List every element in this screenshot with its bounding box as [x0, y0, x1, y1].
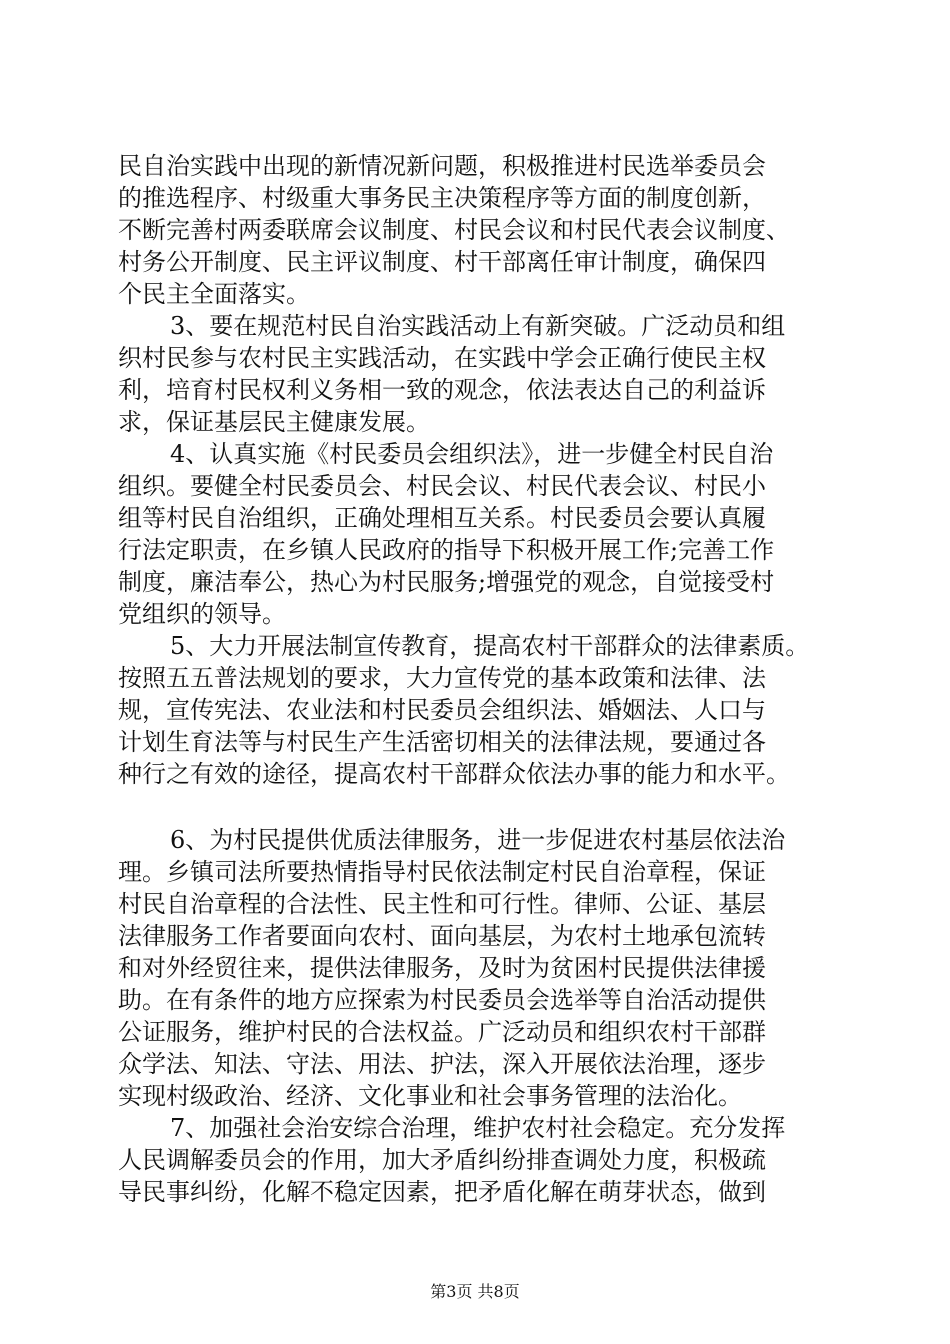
text-line: 组等村民自治组织，正确处理相互关系。村民委员会要认真履	[118, 504, 766, 532]
text-line: 民自治实践中出现的新情况新问题，积极推进村民选举委员会	[118, 152, 766, 180]
paragraph	[118, 438, 848, 630]
text-line: 5、大力开展法制宣传教育，提高农村干部群众的法律素质。	[170, 632, 810, 660]
text-line: 实现村级政治、经济、文化事业和社会事务管理的法治化。	[118, 1082, 742, 1110]
text-line: 种行之有效的途径，提高农村干部群众依法办事的能力和水平。	[118, 760, 790, 788]
text-line: 个民主全面落实。	[118, 280, 310, 308]
text-line: 的推选程序、村级重大事务民主决策程序等方面的制度创新，	[118, 184, 766, 212]
paragraph	[118, 630, 848, 790]
paragraph-gap	[118, 790, 848, 824]
text-line: 3、要在规范村民自治实践活动上有新突破。广泛动员和组	[170, 312, 786, 340]
text-line: 理。乡镇司法所要热情指导村民依法制定村民自治章程，保证	[118, 858, 766, 886]
text-line: 助。在有条件的地方应探索为村民委员会选举等自治活动提供	[118, 986, 766, 1014]
text-line: 导民事纠纷，化解不稳定因素，把矛盾化解在萌芽状态，做到	[118, 1178, 766, 1206]
paragraph	[118, 824, 848, 1112]
text-line: 组织。要健全村民委员会、村民会议、村民代表会议、村民小	[118, 472, 766, 500]
text-line: 人民调解委员会的作用，加大矛盾纠纷排查调处力度，积极疏	[118, 1146, 766, 1174]
text-line: 6、为村民提供优质法律服务，进一步促进农村基层依法治	[170, 826, 786, 854]
text-line: 规，宣传宪法、农业法和村民委员会组织法、婚姻法、人口与	[118, 696, 766, 724]
text-line: 织村民参与农村民主实践活动，在实践中学会正确行使民主权	[118, 344, 766, 372]
text-line: 和对外经贸往来，提供法律服务，及时为贫困村民提供法律援	[118, 954, 766, 982]
text-line: 求，保证基层民主健康发展。	[118, 408, 430, 436]
text-line: 4、认真实施《村民委员会组织法》，进一步健全村民自治	[170, 440, 774, 468]
text-line: 按照五五普法规划的要求，大力宣传党的基本政策和法律、法	[118, 664, 766, 692]
text-line: 公证服务，维护村民的合法权益。广泛动员和组织农村干部群	[118, 1018, 766, 1046]
text-line: 利，培育村民权利义务相一致的观念，依法表达自己的利益诉	[118, 376, 766, 404]
paragraph	[118, 150, 848, 310]
text-line: 行法定职责，在乡镇人民政府的指导下积极开展工作;完善工作	[118, 536, 775, 564]
text-line: 法律服务工作者要面向农村、面向基层，为农村土地承包流转	[118, 922, 766, 950]
text-line: 村务公开制度、民主评议制度、村干部离任审计制度，确保四	[118, 248, 766, 276]
paragraph	[118, 1112, 848, 1208]
text-line: 计划生育法等与村民生产生活密切相关的法律法规，要通过各	[118, 728, 766, 756]
page-footer: 第3页 共8页	[430, 1282, 520, 1301]
text-line: 众学法、知法、守法、用法、护法，深入开展依法治理，逐步	[118, 1050, 766, 1078]
text-line: 村民自治章程的合法性、民主性和可行性。律师、公证、基层	[118, 890, 766, 918]
text-line: 制度，廉洁奉公，热心为村民服务;增强党的观念，自觉接受村	[118, 568, 775, 596]
text-line: 不断完善村两委联席会议制度、村民会议和村民代表会议制度、	[118, 216, 790, 244]
text-line: 7、加强社会治安综合治理，维护农村社会稳定。充分发挥	[170, 1114, 786, 1142]
document-body	[118, 150, 848, 1208]
text-line: 党组织的领导。	[118, 600, 286, 628]
paragraph	[118, 310, 848, 438]
